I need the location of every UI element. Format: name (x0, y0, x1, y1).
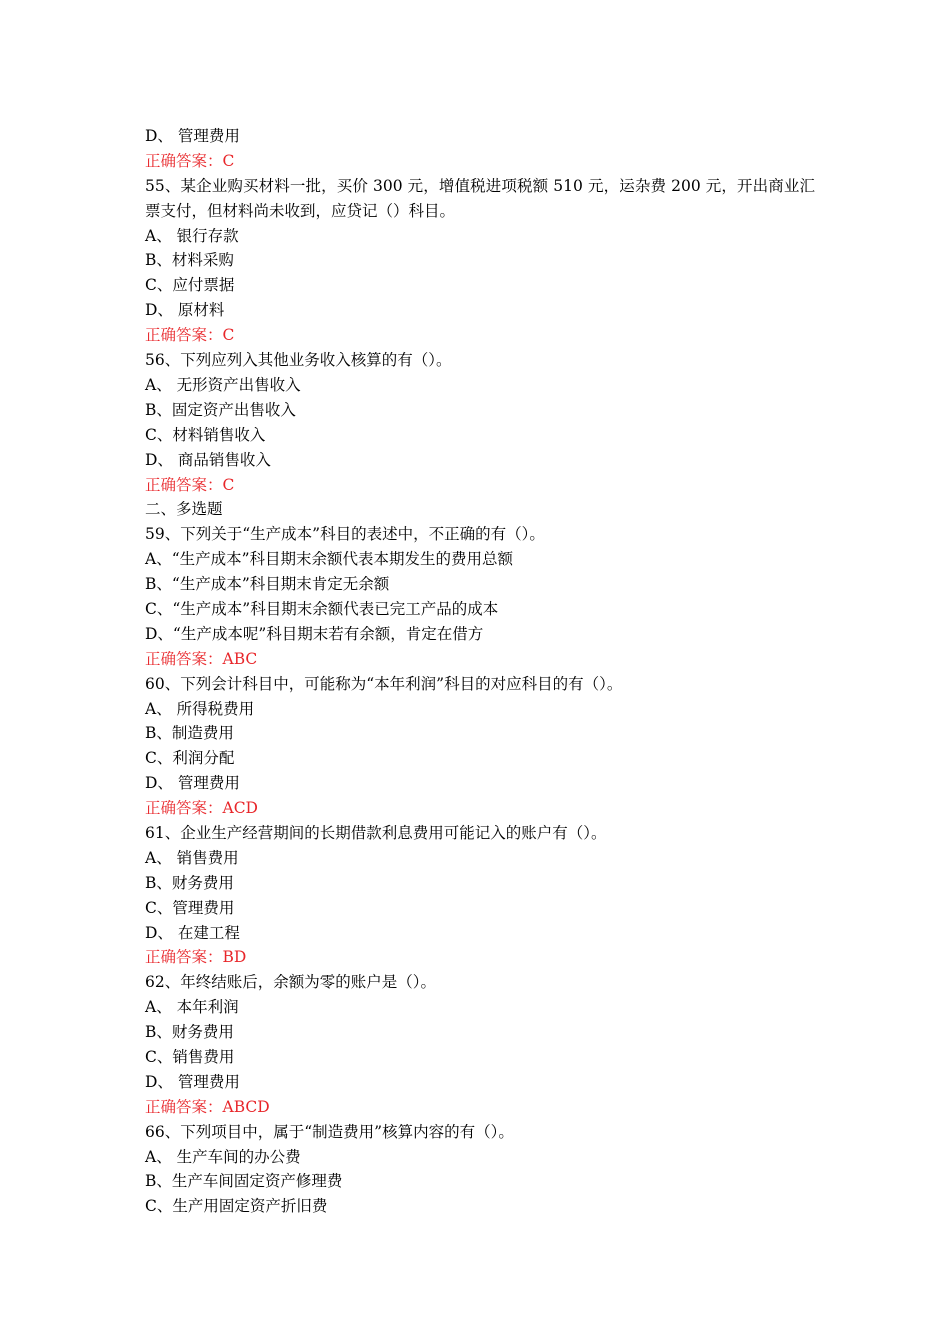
question-text: 59、下列关于“生产成本”科目的表述中，不正确的有（）。 (145, 525, 545, 544)
option-text: A、 无形资产出售收入 (145, 375, 301, 394)
section-heading: 二、多选题 (145, 500, 223, 519)
question-text: 56、下列应列入其他业务收入核算的有（）。 (145, 351, 452, 370)
correct-answer: 正确答案：ABCD (145, 1097, 270, 1116)
option-text: A、 生产车间的办公费 (145, 1147, 301, 1166)
option-text: B、固定资产出售收入 (145, 400, 296, 419)
option-text: C、“生产成本”科目期末余额代表已完工产品的成本 (145, 599, 499, 618)
option-text: A、“生产成本”科目期末余额代表本期发生的费用总额 (145, 550, 514, 569)
correct-answer: 正确答案：C (145, 151, 235, 170)
option-text: A、 本年利润 (145, 998, 239, 1017)
option-text: C、材料销售收入 (145, 425, 266, 444)
option-text: C、管理费用 (145, 898, 235, 917)
option-text: B、财务费用 (145, 1023, 234, 1042)
option-text: D、 原材料 (145, 301, 225, 320)
option-text: D、“生产成本呢”科目期末若有余额，肯定在借方 (145, 624, 484, 643)
option-text: D、 管理费用 (145, 1072, 240, 1091)
option-text: C、利润分配 (145, 749, 235, 768)
option-text: B、制造费用 (145, 724, 234, 743)
option-text: C、销售费用 (145, 1047, 235, 1066)
correct-answer: 正确答案：ABC (145, 649, 258, 668)
correct-answer: 正确答案：BD (145, 948, 247, 967)
question-text: 62、年终结账后，余额为零的账户是（）。 (145, 973, 436, 992)
option-text: A、 销售费用 (145, 848, 239, 867)
question-text: 61、企业生产经营期间的长期借款利息费用可能记入的账户有（）。 (145, 823, 607, 842)
correct-answer: 正确答案：ACD (145, 799, 258, 818)
document-body (145, 124, 815, 1219)
option-text: A、 银行存款 (145, 226, 239, 245)
question-text: 60、下列会计科目中，可能称为“本年利润”科目的对应科目的有（）。 (145, 674, 623, 693)
option-text: A、 所得税费用 (145, 699, 255, 718)
option-text: B、财务费用 (145, 873, 234, 892)
option-text: D、 管理费用 (145, 127, 240, 145)
option-text: D、 在建工程 (145, 923, 240, 942)
correct-answer: 正确答案：C (145, 475, 235, 494)
question-text: 55、某企业购买材料一批，买价 300 元，增值税进项税额 510 元，运杂费 200 元，开出商业汇票支付，但材料尚未收到，应贷记（）科目。 (145, 176, 815, 220)
option-text: B、材料采购 (145, 251, 234, 270)
option-text: D、 管理费用 (145, 774, 240, 793)
option-text: C、生产用固定资产折旧费 (145, 1197, 328, 1216)
question-text: 66、下列项目中，属于“制造费用”核算内容的有（）。 (145, 1122, 514, 1141)
option-text: B、生产车间固定资产修理费 (145, 1172, 343, 1191)
option-text: C、应付票据 (145, 276, 235, 295)
option-text: D、 商品销售收入 (145, 450, 271, 469)
correct-answer: 正确答案：C (145, 326, 235, 345)
option-text: B、“生产成本”科目期末肯定无余额 (145, 575, 390, 594)
